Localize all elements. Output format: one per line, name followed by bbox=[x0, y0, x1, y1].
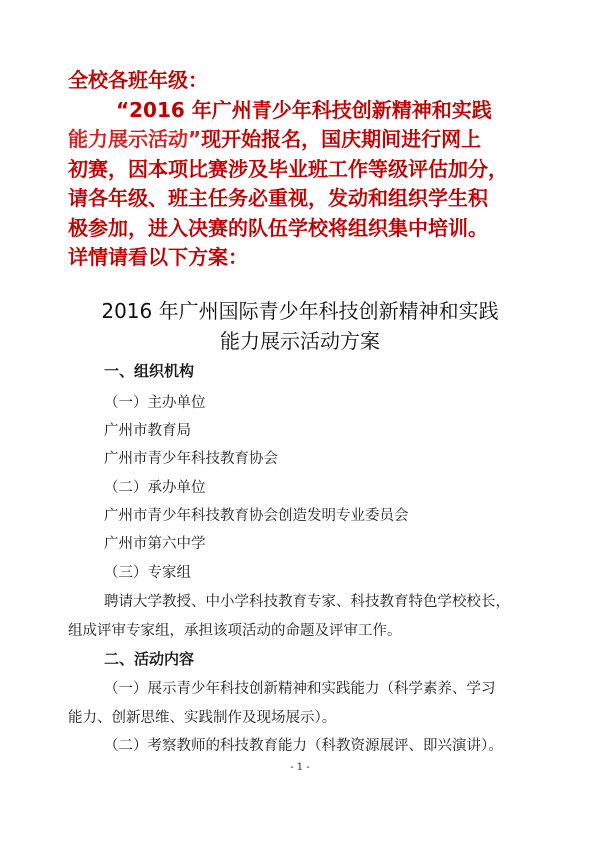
notice-heading: 全校各班年级： bbox=[68, 68, 208, 92]
notice-text: 现开始报名，国庆期间进行网上 bbox=[201, 127, 482, 151]
experts-text: 聘请大学教授、中小学科技教育专家、科技教育特色学校校长， bbox=[104, 594, 510, 610]
school-notice bbox=[68, 66, 548, 273]
notice-line: 极参加，进入决赛的队伍学校将组织集中培训。 bbox=[68, 215, 488, 240]
content-item: （二）考察教师的科技教育能力（科教资源展评、即兴演讲）。 bbox=[104, 738, 503, 754]
host-unit: 广州市青少年科技教育协会 bbox=[104, 451, 278, 467]
document-title-line2: 能力展示活动方案 bbox=[220, 329, 380, 353]
organizer-unit: 广州市第六中学 bbox=[104, 536, 206, 552]
content-item: 能力、创新思维、实践制作及现场展示）。 bbox=[68, 710, 337, 726]
content-item: （一）展示青少年科技创新精神和实践能力（科学素养、学习 bbox=[104, 681, 496, 697]
notice-line: 初赛，因本项比赛涉及毕业班工作等级评估加分， bbox=[68, 156, 508, 181]
section-heading-content: 二、活动内容 bbox=[104, 650, 195, 668]
notice-line: “2016 年广州青少年科技创新精神和实践 bbox=[116, 97, 492, 122]
subsection-host: （一）主办单位 bbox=[104, 395, 206, 411]
subsection-organizer: （二）承办单位 bbox=[104, 480, 206, 496]
activity-name-quote: 能力展示活动” bbox=[68, 127, 202, 151]
section-heading-organization: 一、组织机构 bbox=[104, 362, 195, 380]
host-unit: 广州市教育局 bbox=[104, 423, 191, 439]
organizer-unit: 广州市青少年科技教育协会创造发明专业委员会 bbox=[104, 508, 409, 524]
notice-line: 请各年级、班主任务必重视，发动和组织学生积 bbox=[68, 186, 488, 210]
notice-line bbox=[68, 125, 548, 155]
experts-text: 组成评审专家组，承担该项活动的命题及评审工作。 bbox=[68, 623, 402, 639]
subsection-experts: （三）专家组 bbox=[104, 565, 191, 581]
notice-line: 详情请看以下方案： bbox=[68, 245, 248, 269]
document-title-line1: 2016 年广州国际青少年科技创新精神和实践 bbox=[101, 299, 499, 323]
page-number: - 1 - bbox=[290, 762, 310, 773]
